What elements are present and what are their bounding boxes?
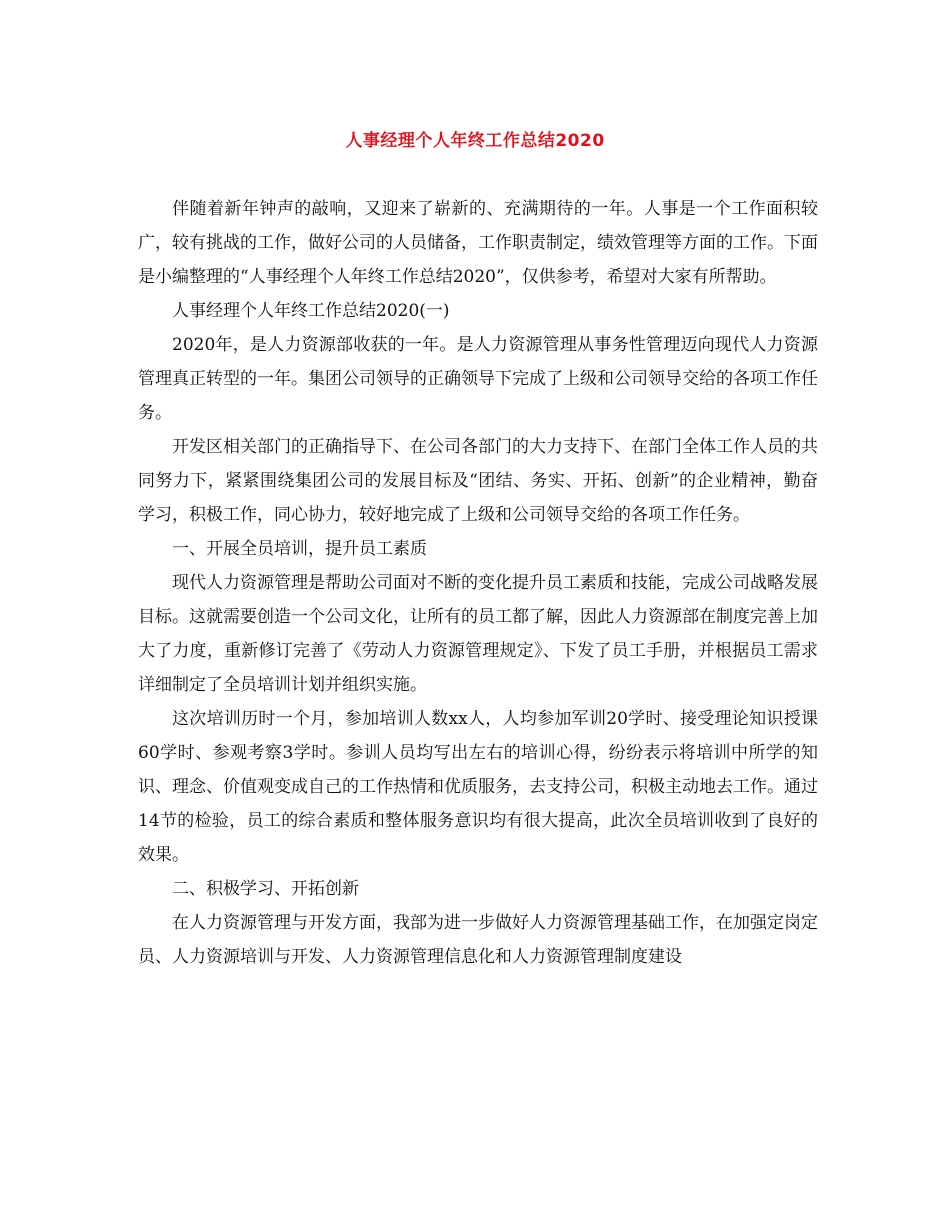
paragraph-intro: 伴随着新年钟声的敲响，又迎来了崭新的、充满期待的一年。人事是一个工作面积较广，较有挑战的工作，做好公司的人员储备，工作职责制定，绩效管理等方面的工作。下面是小编整理的“人事经理个人年终工作总结2020”，仅供参考，希望对大家有所帮助。 (138, 199, 818, 287)
paragraph-subtitle: 人事经理个人年终工作总结2020(一) (172, 301, 450, 321)
document-body (138, 192, 818, 974)
paragraph: 现代人力资源管理是帮助公司面对不断的变化提升员工素质和技能，完成公司战略发展目标。这就需要创造一个公司文化，让所有的员工都了解，因此人力资源部在制度完善上加大了力度，重新修订完善了《劳动人力资源管理规定》、下发了员工手册，并根据员工需求详细制定了全员培训计划并组织实施。 (138, 573, 818, 695)
section-heading: 一、开展全员培训，提升员工素质 (172, 539, 427, 559)
paragraph: 2020年，是人力资源部收获的一年。是人力资源管理从事务性管理迈向现代人力资源管理真正转型的一年。集团公司领导的正确领导下完成了上级和公司领导交给的各项工作任务。 (138, 335, 818, 423)
paragraph: 在人力资源管理与开发方面，我部为进一步做好人力资源管理基础工作，在加强定岗定员、人力资源培训与开发、人力资源管理信息化和人力资源管理制度建设 (138, 913, 818, 967)
section-heading: 二、积极学习、开拓创新 (172, 879, 359, 899)
document-title: 人事经理个人年终工作总结2020 (345, 131, 605, 151)
paragraph: 开发区相关部门的正确指导下、在公司各部门的大力支持下、在部门全体工作人员的共同努力下，紧紧围绕集团公司的发展目标及“团结、务实、开拓、创新”的企业精神，勤奋学习，积极工作，同心协力，较好地完成了上级和公司领导交给的各项工作任务。 (138, 437, 818, 525)
paragraph: 这次培训历时一个月，参加培训人数xx人，人均参加军训20学时、接受理论知识授课60学时、参观考察3学时。参训人员均写出左右的培训心得，纷纷表示将培训中所学的知识、理念、价值观变成自己的工作热情和优质服务，去支持公司，积极主动地去工作。通过14节的检验，员工的综合素质和整体服务意识均有很大提高，此次全员培训收到了良好的效果。 (138, 709, 818, 865)
